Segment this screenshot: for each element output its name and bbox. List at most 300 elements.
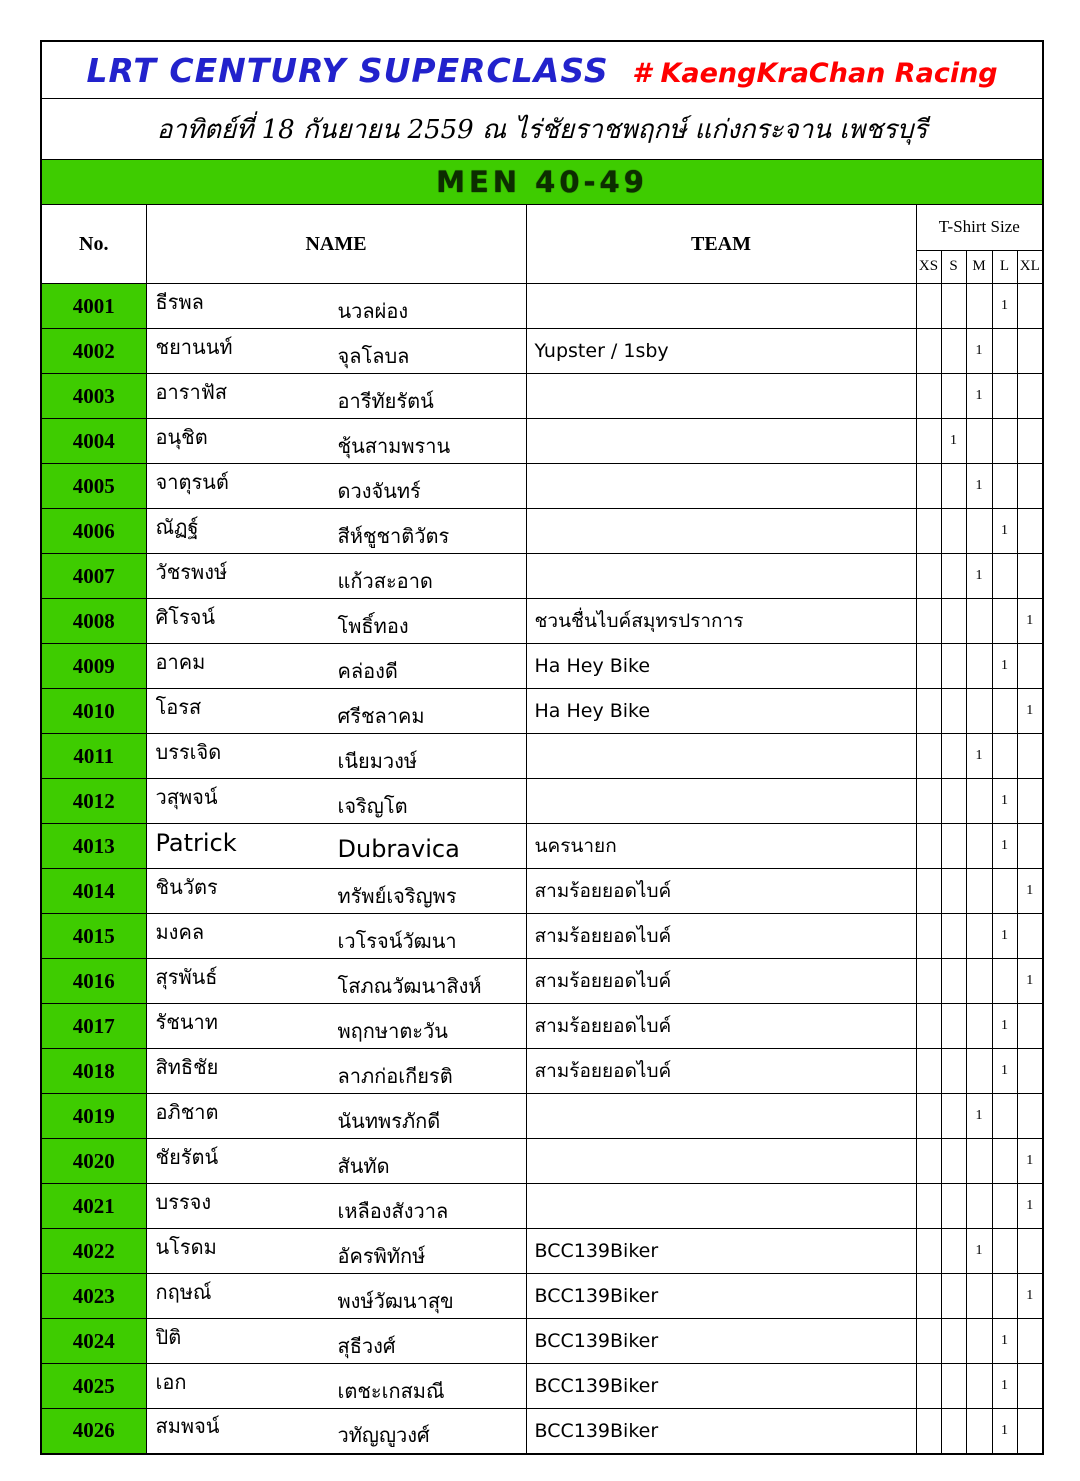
size-cell-xs bbox=[916, 1004, 941, 1049]
size-cell-m bbox=[966, 419, 992, 464]
size-cell-m bbox=[966, 1409, 992, 1454]
size-cell-xs bbox=[916, 869, 941, 914]
size-cell-s: 1 bbox=[941, 419, 966, 464]
rider-last-name: ลาภก่อเกียรติ bbox=[337, 1063, 453, 1088]
team-name bbox=[526, 1184, 916, 1229]
table-row bbox=[41, 329, 1043, 374]
row-number: 4005 bbox=[41, 464, 146, 509]
team-name: Yupster / 1sby bbox=[526, 329, 916, 374]
size-cell-s bbox=[941, 644, 966, 689]
table-row bbox=[41, 599, 1043, 644]
rider-name bbox=[146, 1004, 526, 1049]
rider-name bbox=[146, 959, 526, 1004]
rider-name bbox=[146, 1274, 526, 1319]
rider-last-name: วทัญญูวงศ์ bbox=[337, 1423, 430, 1448]
rider-first-name: จาตุรนต์ bbox=[155, 469, 229, 494]
size-cell-xs bbox=[916, 824, 941, 869]
col-header-no: No. bbox=[41, 205, 146, 284]
row-number: 4008 bbox=[41, 599, 146, 644]
size-cell-m bbox=[966, 959, 992, 1004]
table-row bbox=[41, 824, 1043, 869]
row-number: 4020 bbox=[41, 1139, 146, 1184]
size-cell-m bbox=[966, 509, 992, 554]
size-cell-xs bbox=[916, 1364, 941, 1409]
team-name bbox=[526, 734, 916, 779]
team-name bbox=[526, 779, 916, 824]
team-name: ชวนชื่นไบค์สมุทรปราการ bbox=[526, 599, 916, 644]
size-cell-s bbox=[941, 284, 966, 329]
table-row bbox=[41, 419, 1043, 464]
size-cell-s bbox=[941, 509, 966, 554]
size-cell-l: 1 bbox=[992, 914, 1017, 959]
team-name: Ha Hey Bike bbox=[526, 689, 916, 734]
size-header-xl: XL bbox=[1017, 250, 1043, 283]
size-cell-m: 1 bbox=[966, 1229, 992, 1274]
page-title bbox=[41, 41, 1043, 99]
row-number: 4025 bbox=[41, 1364, 146, 1409]
table-row bbox=[41, 509, 1043, 554]
rider-first-name: กฤษณ์ bbox=[155, 1279, 212, 1304]
size-cell-l bbox=[992, 599, 1017, 644]
size-cell-l bbox=[992, 1139, 1017, 1184]
team-name: BCC139Biker bbox=[526, 1274, 916, 1319]
table-row bbox=[41, 959, 1043, 1004]
size-cell-m bbox=[966, 599, 992, 644]
size-cell-s bbox=[941, 464, 966, 509]
table-row bbox=[41, 1004, 1043, 1049]
rider-name bbox=[146, 869, 526, 914]
rider-name bbox=[146, 734, 526, 779]
size-cell-xs bbox=[916, 1274, 941, 1319]
rider-name bbox=[146, 1229, 526, 1274]
team-name bbox=[526, 554, 916, 599]
size-cell-m: 1 bbox=[966, 464, 992, 509]
team-name: BCC139Biker bbox=[526, 1364, 916, 1409]
team-name: สามร้อยยอดไบค์ bbox=[526, 914, 916, 959]
team-name: สามร้อยยอดไบค์ bbox=[526, 959, 916, 1004]
row-number: 4009 bbox=[41, 644, 146, 689]
row-number: 4015 bbox=[41, 914, 146, 959]
size-cell-l: 1 bbox=[992, 1004, 1017, 1049]
size-cell-m bbox=[966, 689, 992, 734]
size-cell-xs bbox=[916, 1184, 941, 1229]
table-row bbox=[41, 284, 1043, 329]
team-name: Ha Hey Bike bbox=[526, 644, 916, 689]
team-name bbox=[526, 284, 916, 329]
size-cell-xl bbox=[1017, 644, 1043, 689]
size-cell-xl: 1 bbox=[1017, 689, 1043, 734]
size-cell-m bbox=[966, 1049, 992, 1094]
rider-first-name: Patrick bbox=[155, 829, 237, 857]
rider-first-name: บรรเจิด bbox=[155, 739, 222, 764]
rider-last-name: เหลืองสังวาล bbox=[337, 1198, 449, 1223]
row-number: 4002 bbox=[41, 329, 146, 374]
size-cell-xl bbox=[1017, 329, 1043, 374]
team-name bbox=[526, 1139, 916, 1184]
row-number: 4014 bbox=[41, 869, 146, 914]
size-cell-xs bbox=[916, 1229, 941, 1274]
rider-first-name: ณัฏฐ์ bbox=[155, 514, 199, 539]
size-cell-xs bbox=[916, 1094, 941, 1139]
size-cell-l: 1 bbox=[992, 1319, 1017, 1364]
rider-last-name: ดวงจันทร์ bbox=[337, 478, 421, 503]
size-header-s: S bbox=[941, 250, 966, 283]
table-row bbox=[41, 1049, 1043, 1094]
size-cell-xs bbox=[916, 1139, 941, 1184]
rider-first-name: ปิติ bbox=[155, 1324, 182, 1349]
size-cell-xl: 1 bbox=[1017, 599, 1043, 644]
table-row bbox=[41, 1229, 1043, 1274]
size-cell-s bbox=[941, 1094, 966, 1139]
size-cell-m bbox=[966, 1319, 992, 1364]
size-cell-xs bbox=[916, 1049, 941, 1094]
rider-first-name: ธีรพล bbox=[155, 289, 204, 314]
size-cell-m bbox=[966, 284, 992, 329]
rider-first-name: อาราฟัส bbox=[155, 379, 228, 404]
size-cell-xl bbox=[1017, 509, 1043, 554]
rider-name bbox=[146, 554, 526, 599]
rider-last-name: เจริญโต bbox=[337, 793, 408, 818]
team-name bbox=[526, 509, 916, 554]
size-cell-l: 1 bbox=[992, 284, 1017, 329]
size-cell-s bbox=[941, 869, 966, 914]
table-row bbox=[41, 1184, 1043, 1229]
rider-last-name: ศรีชลาคม bbox=[337, 703, 425, 728]
rider-name bbox=[146, 1094, 526, 1139]
size-cell-l: 1 bbox=[992, 1049, 1017, 1094]
rider-first-name: ชินวัตร bbox=[155, 874, 218, 899]
rider-last-name: อารีทัยรัตน์ bbox=[337, 388, 434, 413]
row-number: 4011 bbox=[41, 734, 146, 779]
size-cell-xs bbox=[916, 959, 941, 1004]
size-cell-s bbox=[941, 1274, 966, 1319]
rider-last-name: สีห์ชูชาติวัตร bbox=[337, 523, 450, 548]
table-row bbox=[41, 374, 1043, 419]
rider-first-name: อนุชิต bbox=[155, 424, 208, 449]
row-number: 4021 bbox=[41, 1184, 146, 1229]
rider-last-name: ชุ้นสามพราน bbox=[337, 433, 451, 458]
size-cell-s bbox=[941, 1049, 966, 1094]
size-cell-xs bbox=[916, 689, 941, 734]
rider-first-name: อาคม bbox=[155, 649, 206, 674]
size-cell-xs bbox=[916, 554, 941, 599]
team-name: นครนายก bbox=[526, 824, 916, 869]
rider-first-name: วัชรพงษ์ bbox=[155, 559, 228, 584]
category-row bbox=[41, 160, 1043, 205]
rows-body bbox=[41, 284, 1043, 1454]
size-cell-m: 1 bbox=[966, 329, 992, 374]
team-name: BCC139Biker bbox=[526, 1409, 916, 1454]
table-row bbox=[41, 1139, 1043, 1184]
size-cell-xs bbox=[916, 734, 941, 779]
size-header-xs: XS bbox=[916, 250, 941, 283]
rider-name bbox=[146, 1184, 526, 1229]
size-cell-l bbox=[992, 374, 1017, 419]
size-cell-l: 1 bbox=[992, 509, 1017, 554]
team-name: BCC139Biker bbox=[526, 1319, 916, 1364]
rider-last-name: โพธิ์ทอง bbox=[337, 613, 409, 638]
row-number: 4018 bbox=[41, 1049, 146, 1094]
event-hashtag: # KaengKraChan Racing bbox=[632, 57, 998, 89]
size-cell-xs bbox=[916, 329, 941, 374]
size-cell-s bbox=[941, 554, 966, 599]
col-header-tshirt-size: T-Shirt Size bbox=[916, 205, 1043, 251]
table-row bbox=[41, 464, 1043, 509]
size-cell-s bbox=[941, 914, 966, 959]
start-list-table bbox=[40, 40, 1044, 1455]
size-cell-xl bbox=[1017, 734, 1043, 779]
size-cell-xl bbox=[1017, 779, 1043, 824]
size-cell-xl bbox=[1017, 1049, 1043, 1094]
header-body bbox=[41, 41, 1043, 284]
size-cell-l bbox=[992, 329, 1017, 374]
rider-first-name: เอก bbox=[155, 1369, 187, 1394]
size-cell-l bbox=[992, 734, 1017, 779]
event-title: LRT CENTURY SUPERCLASS bbox=[86, 50, 609, 90]
rider-first-name: อภิชาต bbox=[155, 1099, 219, 1124]
team-name: สามร้อยยอดไบค์ bbox=[526, 1004, 916, 1049]
rider-first-name: นโรดม bbox=[155, 1234, 217, 1259]
size-cell-xs bbox=[916, 419, 941, 464]
row-number: 4017 bbox=[41, 1004, 146, 1049]
rider-last-name: สุธีวงศ์ bbox=[337, 1333, 396, 1358]
size-cell-xs bbox=[916, 599, 941, 644]
table-row bbox=[41, 734, 1043, 779]
size-cell-m bbox=[966, 1364, 992, 1409]
size-cell-m: 1 bbox=[966, 1094, 992, 1139]
rider-first-name: ศิโรจน์ bbox=[155, 604, 216, 629]
size-cell-l bbox=[992, 869, 1017, 914]
size-cell-s bbox=[941, 1409, 966, 1454]
table-row bbox=[41, 1364, 1043, 1409]
size-cell-xl: 1 bbox=[1017, 869, 1043, 914]
rider-last-name: นวลผ่อง bbox=[337, 298, 409, 323]
row-number: 4010 bbox=[41, 689, 146, 734]
rider-first-name: สิทธิชัย bbox=[155, 1054, 219, 1079]
rider-last-name: พฤกษาตะวัน bbox=[337, 1018, 448, 1043]
size-cell-m: 1 bbox=[966, 374, 992, 419]
row-number: 4007 bbox=[41, 554, 146, 599]
subtitle-row bbox=[41, 99, 1043, 160]
col-header-team: TEAM bbox=[526, 205, 916, 284]
table-row bbox=[41, 1409, 1043, 1454]
size-cell-s bbox=[941, 734, 966, 779]
category-banner: MEN 40-49 bbox=[41, 160, 1043, 205]
table-row bbox=[41, 554, 1043, 599]
rider-name bbox=[146, 689, 526, 734]
size-cell-xl: 1 bbox=[1017, 1184, 1043, 1229]
row-number: 4006 bbox=[41, 509, 146, 554]
rider-last-name: พงษ์วัฒนาสุข bbox=[337, 1288, 454, 1313]
row-number: 4001 bbox=[41, 284, 146, 329]
rider-first-name: โอรส bbox=[155, 694, 202, 719]
table-row bbox=[41, 1319, 1043, 1364]
size-cell-xs bbox=[916, 509, 941, 554]
size-cell-xl bbox=[1017, 464, 1043, 509]
rider-last-name: อัครพิทักษ์ bbox=[337, 1243, 426, 1268]
rider-last-name: คล่องดี bbox=[337, 658, 398, 683]
size-cell-l bbox=[992, 689, 1017, 734]
size-cell-s bbox=[941, 1004, 966, 1049]
rider-first-name: สมพจน์ bbox=[155, 1414, 220, 1439]
row-number: 4003 bbox=[41, 374, 146, 419]
table-row bbox=[41, 1094, 1043, 1139]
rider-name bbox=[146, 419, 526, 464]
team-name bbox=[526, 419, 916, 464]
rider-first-name: ชัยรัตน์ bbox=[155, 1144, 219, 1169]
table-row bbox=[41, 644, 1043, 689]
size-cell-s bbox=[941, 689, 966, 734]
size-cell-s bbox=[941, 959, 966, 1004]
size-cell-xl bbox=[1017, 1094, 1043, 1139]
row-number: 4019 bbox=[41, 1094, 146, 1139]
rider-first-name: สุรพันธ์ bbox=[155, 964, 218, 989]
size-cell-xl: 1 bbox=[1017, 959, 1043, 1004]
title-row bbox=[41, 41, 1043, 99]
size-cell-m bbox=[966, 869, 992, 914]
size-cell-s bbox=[941, 824, 966, 869]
row-number: 4016 bbox=[41, 959, 146, 1004]
rider-last-name: เตชะเกสมณี bbox=[337, 1378, 445, 1403]
size-cell-xl: 1 bbox=[1017, 1274, 1043, 1319]
size-cell-s bbox=[941, 1139, 966, 1184]
size-cell-l: 1 bbox=[992, 824, 1017, 869]
row-number: 4012 bbox=[41, 779, 146, 824]
size-header-l: L bbox=[992, 250, 1017, 283]
size-cell-xl bbox=[1017, 914, 1043, 959]
rider-name bbox=[146, 374, 526, 419]
team-name: สามร้อยยอดไบค์ bbox=[526, 869, 916, 914]
size-cell-xs bbox=[916, 374, 941, 419]
rider-last-name: Dubravica bbox=[337, 835, 460, 863]
rider-last-name: ทรัพย์เจริญพร bbox=[337, 883, 457, 908]
row-number: 4013 bbox=[41, 824, 146, 869]
rider-name bbox=[146, 464, 526, 509]
size-cell-l: 1 bbox=[992, 779, 1017, 824]
size-cell-xl bbox=[1017, 554, 1043, 599]
rider-first-name: วสุพจน์ bbox=[155, 784, 218, 809]
team-name bbox=[526, 374, 916, 419]
size-cell-s bbox=[941, 1184, 966, 1229]
size-cell-m bbox=[966, 1274, 992, 1319]
size-cell-m bbox=[966, 1139, 992, 1184]
rider-name bbox=[146, 644, 526, 689]
size-cell-s bbox=[941, 779, 966, 824]
team-name: สามร้อยยอดไบค์ bbox=[526, 1049, 916, 1094]
size-cell-l bbox=[992, 1229, 1017, 1274]
rider-first-name: บรรจง bbox=[155, 1189, 212, 1214]
size-cell-xs bbox=[916, 914, 941, 959]
size-cell-m bbox=[966, 824, 992, 869]
rider-last-name: แก้วสะอาด bbox=[337, 568, 433, 593]
size-cell-xs bbox=[916, 779, 941, 824]
size-cell-s bbox=[941, 1319, 966, 1364]
rider-first-name: รัชนาท bbox=[155, 1009, 218, 1034]
rider-last-name: โสภณวัฒนาสิงห์ bbox=[337, 973, 482, 998]
size-cell-l bbox=[992, 1094, 1017, 1139]
row-number: 4023 bbox=[41, 1274, 146, 1319]
size-cell-l bbox=[992, 464, 1017, 509]
size-cell-l: 1 bbox=[992, 1364, 1017, 1409]
rider-name bbox=[146, 824, 526, 869]
size-cell-xs bbox=[916, 464, 941, 509]
size-cell-xl bbox=[1017, 1319, 1043, 1364]
size-cell-xs bbox=[916, 644, 941, 689]
team-name bbox=[526, 464, 916, 509]
team-name bbox=[526, 1094, 916, 1139]
table-row bbox=[41, 869, 1043, 914]
rider-last-name: เนียมวงษ์ bbox=[337, 748, 418, 773]
size-cell-s bbox=[941, 1364, 966, 1409]
size-cell-l bbox=[992, 1274, 1017, 1319]
size-cell-s bbox=[941, 1229, 966, 1274]
rider-first-name: ชยานนท์ bbox=[155, 334, 233, 359]
rider-name bbox=[146, 1319, 526, 1364]
rider-name bbox=[146, 1364, 526, 1409]
size-cell-l bbox=[992, 959, 1017, 1004]
rider-last-name: นันทพรภักดี bbox=[337, 1108, 441, 1133]
rider-name bbox=[146, 329, 526, 374]
size-cell-xl bbox=[1017, 1409, 1043, 1454]
size-cell-m bbox=[966, 1184, 992, 1229]
size-cell-xl bbox=[1017, 1004, 1043, 1049]
rider-name bbox=[146, 1139, 526, 1184]
size-cell-l: 1 bbox=[992, 1409, 1017, 1454]
rider-name bbox=[146, 1049, 526, 1094]
rider-last-name: สันทัด bbox=[337, 1153, 390, 1178]
size-header-m: M bbox=[966, 250, 992, 283]
size-cell-xl bbox=[1017, 374, 1043, 419]
column-header-row bbox=[41, 205, 1043, 251]
size-cell-l bbox=[992, 419, 1017, 464]
size-cell-m bbox=[966, 644, 992, 689]
table-row bbox=[41, 689, 1043, 734]
size-cell-s bbox=[941, 374, 966, 419]
size-cell-m bbox=[966, 1004, 992, 1049]
table-row bbox=[41, 914, 1043, 959]
size-cell-s bbox=[941, 329, 966, 374]
size-cell-s bbox=[941, 599, 966, 644]
size-cell-xs bbox=[916, 1409, 941, 1454]
row-number: 4026 bbox=[41, 1409, 146, 1454]
table-row bbox=[41, 1274, 1043, 1319]
size-cell-xs bbox=[916, 1319, 941, 1364]
team-name: BCC139Biker bbox=[526, 1229, 916, 1274]
rider-name bbox=[146, 599, 526, 644]
size-cell-m bbox=[966, 914, 992, 959]
row-number: 4024 bbox=[41, 1319, 146, 1364]
rider-first-name: มงคล bbox=[155, 919, 205, 944]
size-cell-l bbox=[992, 554, 1017, 599]
size-cell-l: 1 bbox=[992, 644, 1017, 689]
rider-name bbox=[146, 1409, 526, 1454]
event-date-venue: อาทิตย์ที่ 18 กันยายน 2559 ณ ไร่ชัยราชพฤกษ์ แก่งกระจาน เพชรบุรี bbox=[41, 99, 1043, 160]
rider-last-name: เวโรจน์วัฒนา bbox=[337, 928, 457, 953]
rider-last-name: จุลโลบล bbox=[337, 343, 410, 368]
size-cell-xs bbox=[916, 284, 941, 329]
size-cell-xl bbox=[1017, 824, 1043, 869]
size-cell-xl: 1 bbox=[1017, 1139, 1043, 1184]
rider-name bbox=[146, 914, 526, 959]
size-cell-xl bbox=[1017, 419, 1043, 464]
col-header-name: NAME bbox=[146, 205, 526, 284]
size-cell-xl bbox=[1017, 1229, 1043, 1274]
rider-name bbox=[146, 509, 526, 554]
size-cell-m: 1 bbox=[966, 554, 992, 599]
size-cell-l bbox=[992, 1184, 1017, 1229]
rider-name bbox=[146, 779, 526, 824]
size-cell-m bbox=[966, 779, 992, 824]
